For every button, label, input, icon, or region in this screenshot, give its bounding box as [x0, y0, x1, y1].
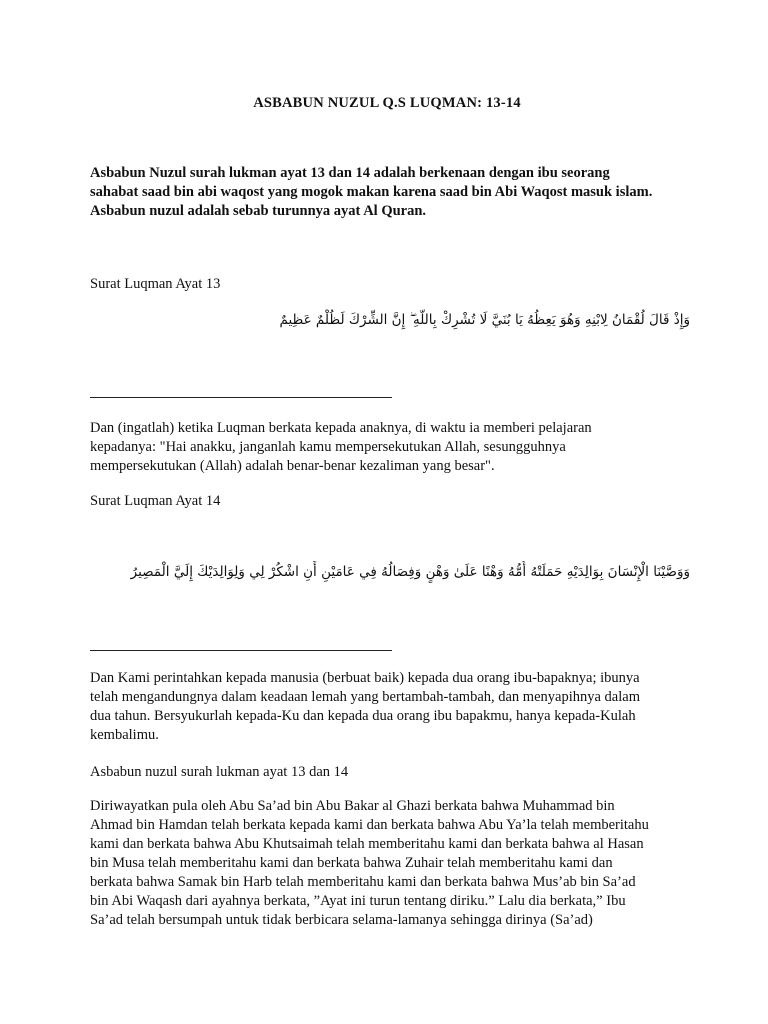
intro-paragraph	[90, 164, 690, 221]
narration-line: bin Musa telah memberitahu kami dan berkata bahwa Zuhair telah memberitahu kami dan	[90, 855, 613, 871]
asbabun-section-heading: Asbabun nuzul surah lukman ayat 13 dan 14	[90, 764, 349, 780]
translation-line: dua tahun. Bersyukurlah kepada-Ku dan kepada dua orang ibu bapakmu, hanya kepada-Kulah	[90, 708, 636, 724]
document-title: ASBABUN NUZUL Q.S LUQMAN: 13-14	[253, 95, 521, 111]
translation-line: telah mengandungnya dalam keadaan lemah yang bertambah-tambah, dan menyapihnya dalam	[90, 689, 640, 705]
ayat14-arabic-text: وَوَصَّيْنَا الْإِنْسَانَ بِوَالِدَيْهِ حَمَلَتْهُ أُمُّهُ وَهْنًا عَلَىٰ وَهْنٍ وَفِصَالُهُ فِي عَامَيْنِ أَنِ اشْكُرْ لِي وَلِوَالِدَيْكَ إِلَيَّ الْمَصِيرُ	[130, 564, 690, 580]
narration-line: kami dan berkata bahwa Abu Khutsaimah telah memberitahu kami dan berkata bahwa al Hasan	[90, 836, 644, 852]
narration-line: bin Abi Waqash dari ayahnya berkata, ”Ayat ini turun tentang diriku.” Lalu dia berkata,” Ibu	[90, 893, 626, 909]
ayat14-heading: Surat Luqman Ayat 14	[90, 493, 221, 509]
ayat13-divider	[90, 397, 392, 398]
translation-line: mempersekutukan (Allah) adalah benar-benar kezaliman yang besar".	[90, 458, 495, 474]
narration-line: Ahmad bin Hamdan telah berkata kepada kami dan berkata bahwa Abu Ya’la telah memberitahu	[90, 817, 649, 833]
narration-line: Sa’ad telah bersumpah untuk tidak berbicara selama-lamanya sehingga dirinya (Sa’ad)	[90, 912, 593, 928]
narration-line: berkata bahwa Samak bin Harb telah memberitahu kami dan berkata bahwa Mus’ab bin Sa’ad	[90, 874, 636, 890]
narration-paragraph	[90, 797, 680, 930]
intro-line: Asbabun nuzul adalah sebab turunnya ayat Al Quran.	[90, 203, 427, 219]
intro-line: Asbabun Nuzul surah lukman ayat 13 dan 14 adalah berkenaan dengan ibu seorang	[90, 165, 610, 181]
ayat14-translation	[90, 669, 680, 745]
ayat13-heading: Surat Luqman Ayat 13	[90, 276, 221, 292]
translation-line: Dan (ingatlah) ketika Luqman berkata kepada anaknya, di waktu ia memberi pelajaran	[90, 420, 592, 436]
translation-line: Dan Kami perintahkan kepada manusia (berbuat baik) kepada dua orang ibu-bapaknya; ibunya	[90, 670, 640, 686]
ayat13-arabic-text: وَإِذْ قَالَ لُقْمَانُ لِابْنِهِ وَهُوَ يَعِظُهُ يَا بُنَيَّ لَا تُشْرِكْ بِاللَّهِ ۖ إِنَّ الشِّرْكَ لَظُلْمٌ عَظِيمٌ	[279, 312, 690, 328]
translation-line: kepadanya: "Hai anakku, janganlah kamu mempersekutukan Allah, sesungguhnya	[90, 439, 566, 455]
ayat13-translation	[90, 419, 680, 476]
narration-line: Diriwayatkan pula oleh Abu Sa’ad bin Abu Bakar al Ghazi berkata bahwa Muhammad bin	[90, 798, 615, 814]
ayat14-divider	[90, 650, 392, 651]
translation-line: kembalimu.	[90, 727, 159, 743]
intro-line: sahabat saad bin abi waqost yang mogok makan karena saad bin Abi Waqost masuk islam.	[90, 184, 653, 200]
